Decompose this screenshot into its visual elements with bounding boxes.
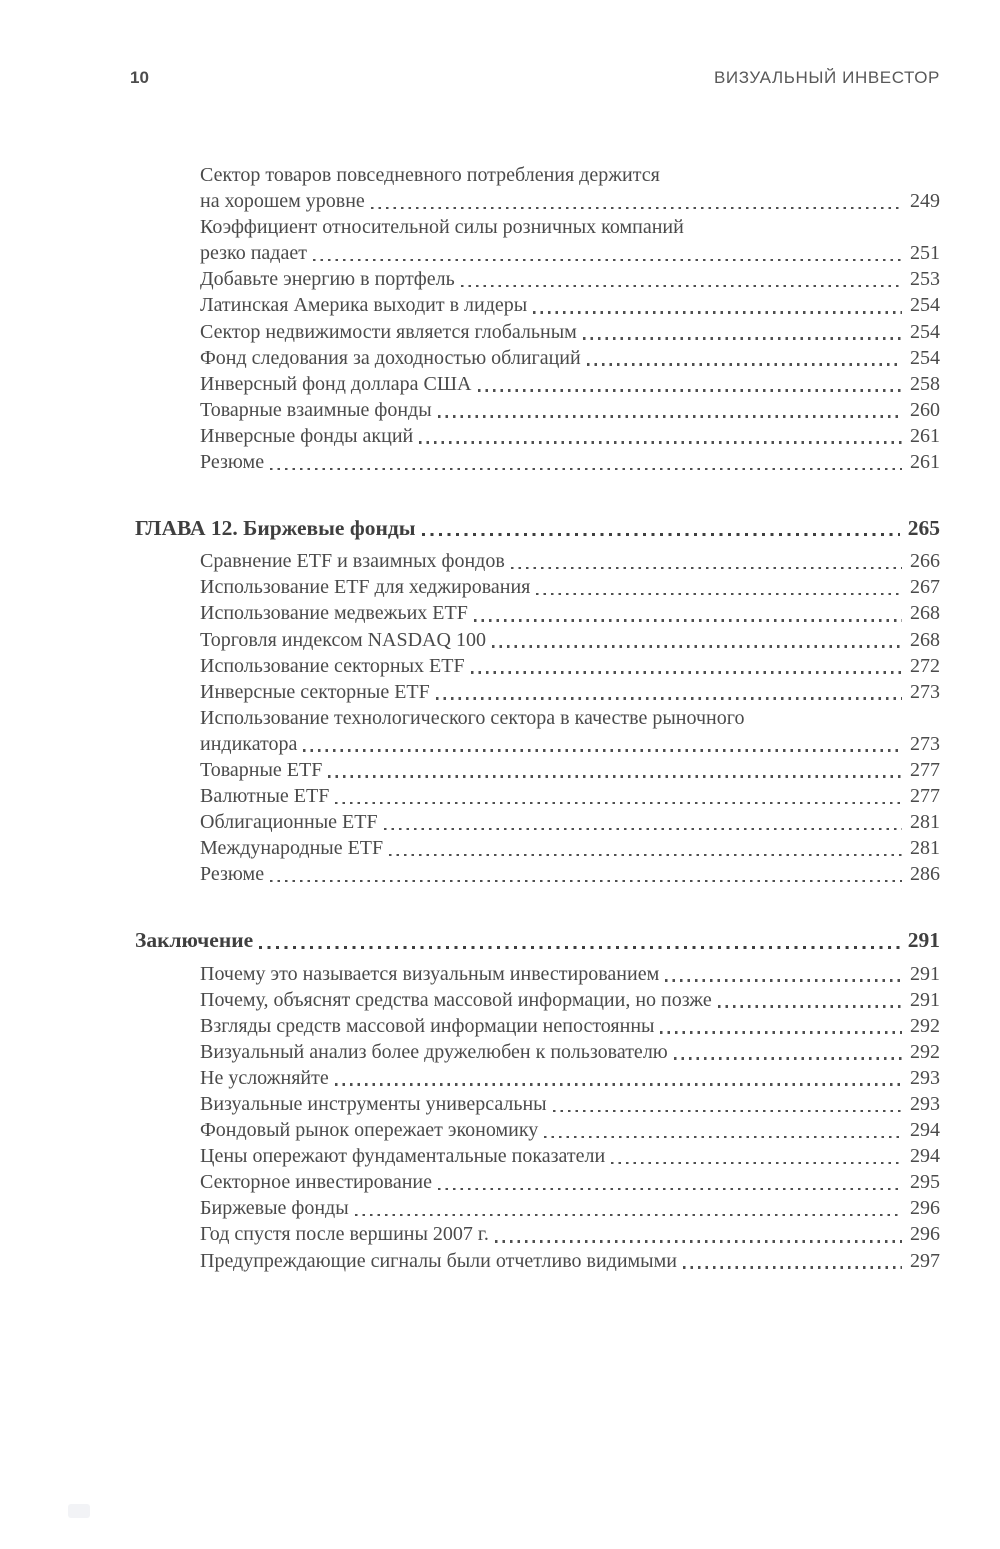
toc-page-number: 261 bbox=[910, 424, 940, 447]
toc-title: Латинская Америка выходит в лидеры bbox=[200, 294, 528, 317]
dot-leader bbox=[536, 593, 902, 596]
toc-title: Товарные взаимные фонды bbox=[200, 398, 432, 421]
toc-title: Визуальный анализ более дружелюбен к пользователю bbox=[200, 1040, 668, 1063]
toc-entry bbox=[135, 679, 940, 705]
toc-page-number: 277 bbox=[910, 785, 940, 808]
toc-entry bbox=[135, 397, 940, 423]
toc-entry bbox=[135, 371, 940, 397]
dot-leader bbox=[718, 1005, 902, 1008]
toc-page-number: 266 bbox=[910, 550, 940, 573]
toc-entry bbox=[135, 783, 940, 809]
dot-leader bbox=[328, 775, 902, 778]
toc-entry bbox=[135, 861, 940, 887]
toc-entry bbox=[135, 449, 940, 475]
toc-title: Фондовый рынок опережает экономику bbox=[200, 1119, 539, 1142]
toc-title: Использование ETF для хеджирования bbox=[200, 576, 531, 599]
toc-title: Инверсные секторные ETF bbox=[200, 680, 430, 703]
toc-title: резко падает bbox=[200, 242, 307, 265]
toc-page-number: 294 bbox=[910, 1119, 940, 1142]
toc-entry bbox=[135, 809, 940, 835]
toc-page-number: 267 bbox=[910, 576, 940, 599]
toc-entry bbox=[135, 705, 940, 731]
toc-title: Добавьте энергию в портфель bbox=[200, 268, 455, 291]
dot-leader bbox=[587, 363, 902, 366]
toc-entry bbox=[135, 240, 940, 266]
toc-title: Фонд следования за доходностью облигаций bbox=[200, 346, 581, 369]
dot-leader bbox=[389, 854, 902, 857]
toc-page-number: 251 bbox=[910, 242, 940, 265]
toc-chapter-heading bbox=[135, 927, 940, 953]
toc-entry bbox=[135, 731, 940, 757]
dot-leader bbox=[259, 946, 900, 949]
dot-leader bbox=[313, 259, 902, 262]
toc-title: Инверсные фонды акций bbox=[200, 424, 414, 447]
toc-page-number: 292 bbox=[910, 1014, 940, 1037]
toc-page-number: 291 bbox=[907, 928, 940, 953]
toc-page-number: 281 bbox=[910, 811, 940, 834]
dot-leader bbox=[436, 697, 902, 700]
toc-title: Почему это называется визуальным инвестированием bbox=[200, 962, 660, 985]
dot-leader bbox=[511, 567, 902, 570]
toc-entry bbox=[135, 1143, 940, 1169]
toc-chapter-heading bbox=[135, 515, 940, 541]
dot-leader bbox=[665, 979, 902, 982]
dot-leader bbox=[683, 1266, 902, 1269]
toc-title: Сектор недвижимости является глобальным bbox=[200, 320, 577, 343]
toc-page-number: 265 bbox=[907, 516, 940, 541]
toc-title: Облигационные ETF bbox=[200, 811, 378, 834]
toc-title: ГЛАВА 12. Биржевые фонды bbox=[135, 516, 416, 541]
toc-page-number: 296 bbox=[910, 1197, 940, 1220]
toc-entry bbox=[135, 266, 940, 292]
dot-leader bbox=[355, 1214, 902, 1217]
toc-entry bbox=[135, 188, 940, 214]
dot-leader bbox=[674, 1057, 902, 1060]
toc-page-number: 296 bbox=[910, 1223, 940, 1246]
dot-leader bbox=[384, 828, 902, 831]
toc-entry bbox=[135, 1013, 940, 1039]
dot-leader bbox=[335, 1083, 902, 1086]
toc-page-number: 268 bbox=[910, 602, 940, 625]
toc-title: Использование секторных ETF bbox=[200, 654, 465, 677]
toc-page-number: 292 bbox=[910, 1040, 940, 1063]
toc bbox=[135, 162, 940, 1274]
toc-page-number: 295 bbox=[910, 1171, 940, 1194]
dot-leader bbox=[419, 441, 902, 444]
toc-page-number: 273 bbox=[910, 680, 940, 703]
toc-page-number: 254 bbox=[910, 320, 940, 343]
dot-leader bbox=[303, 749, 902, 752]
toc-page-number: 258 bbox=[910, 372, 940, 395]
dot-leader bbox=[533, 311, 902, 314]
toc-entry bbox=[135, 961, 940, 987]
toc-page-number: 273 bbox=[910, 732, 940, 755]
toc-entry bbox=[135, 1039, 940, 1065]
toc-page-number: 281 bbox=[910, 837, 940, 860]
toc-page-number: 253 bbox=[910, 268, 940, 291]
toc-title: Валютные ETF bbox=[200, 785, 330, 808]
dot-leader bbox=[544, 1136, 902, 1139]
dot-leader bbox=[270, 880, 902, 883]
toc-page-number: 297 bbox=[910, 1249, 940, 1272]
toc-page-number: 249 bbox=[910, 190, 940, 213]
toc-entry bbox=[135, 423, 940, 449]
toc-title: Резюме bbox=[200, 863, 265, 886]
toc-title: Сравнение ETF и взаимных фондов bbox=[200, 550, 505, 573]
dot-leader bbox=[438, 415, 902, 418]
toc-page-number: 272 bbox=[910, 654, 940, 677]
toc-title: Год спустя после вершины 2007 г. bbox=[200, 1223, 489, 1246]
toc-page-number: 286 bbox=[910, 863, 940, 886]
toc-title: Заключение bbox=[135, 928, 254, 953]
toc-title: Взгляды средств массовой информации непостоянны bbox=[200, 1014, 655, 1037]
running-header bbox=[130, 68, 940, 88]
toc-page-number: 254 bbox=[910, 346, 940, 369]
toc-entry bbox=[135, 1221, 940, 1247]
dot-leader bbox=[660, 1031, 902, 1034]
toc-entry bbox=[135, 162, 940, 188]
toc-title: Резюме bbox=[200, 451, 265, 474]
toc-entry bbox=[135, 757, 940, 783]
toc-entry bbox=[135, 1195, 940, 1221]
toc-title: Визуальные инструменты универсальны bbox=[200, 1093, 547, 1115]
dot-leader bbox=[371, 207, 902, 210]
scan-smudge bbox=[68, 1504, 90, 1518]
toc-title: Биржевые фонды bbox=[200, 1197, 349, 1220]
dot-leader bbox=[492, 645, 902, 648]
toc-page-number: 294 bbox=[910, 1145, 940, 1168]
toc-title: Инверсный фонд доллара США bbox=[200, 372, 472, 395]
toc-title: Торговля индексом NASDAQ 100 bbox=[200, 628, 486, 651]
toc-title: Сектор товаров повседневного потребления держится bbox=[200, 164, 660, 186]
toc-page-number: 291 bbox=[910, 988, 940, 1011]
toc-entry bbox=[135, 987, 940, 1013]
dot-leader bbox=[422, 533, 900, 536]
toc-page-number: 277 bbox=[910, 758, 940, 781]
toc-entry bbox=[135, 1117, 940, 1143]
page-number: 10 bbox=[130, 68, 149, 87]
dot-leader bbox=[583, 337, 902, 340]
toc-title: индикатора bbox=[200, 732, 298, 755]
toc-title: на хорошем уровне bbox=[200, 190, 365, 213]
toc-entry bbox=[135, 835, 940, 861]
toc-page-number: 293 bbox=[910, 1093, 940, 1115]
toc-entry bbox=[135, 1248, 940, 1274]
dot-leader bbox=[270, 468, 902, 471]
toc-entry bbox=[135, 653, 940, 679]
toc-title: Не усложняйте bbox=[200, 1066, 329, 1089]
toc-page-number: 261 bbox=[910, 451, 940, 474]
toc-entry bbox=[135, 548, 940, 574]
toc-entry bbox=[135, 292, 940, 318]
toc-entry bbox=[135, 214, 940, 240]
toc-entry bbox=[135, 574, 940, 600]
dot-leader bbox=[553, 1110, 902, 1113]
toc-page-number: 268 bbox=[910, 628, 940, 651]
dot-leader bbox=[461, 285, 902, 288]
toc-title: Цены опережают фундаментальные показатели bbox=[200, 1145, 606, 1168]
dot-leader bbox=[611, 1162, 902, 1165]
toc-entry bbox=[135, 600, 940, 626]
toc-page-number: 291 bbox=[910, 962, 940, 985]
toc-title: Предупреждающие сигналы были отчетливо видимыми bbox=[200, 1249, 677, 1272]
toc-title: Секторное инвестирование bbox=[200, 1171, 432, 1194]
dot-leader bbox=[335, 802, 902, 805]
toc-entry bbox=[135, 345, 940, 371]
toc-page-number: 293 bbox=[910, 1066, 940, 1089]
toc-title: Товарные ETF bbox=[200, 758, 323, 781]
toc-title: Использование технологического сектора в качестве рыночного bbox=[200, 706, 745, 729]
toc-entry bbox=[135, 1091, 940, 1117]
toc-entry bbox=[135, 1169, 940, 1195]
toc-title: Международные ETF bbox=[200, 837, 384, 860]
running-title: ВИЗУАЛЬНЫЙ ИНВЕСТОР bbox=[713, 68, 940, 87]
dot-leader bbox=[478, 389, 903, 392]
toc-page-number: 260 bbox=[910, 398, 940, 421]
dot-leader bbox=[474, 619, 902, 622]
dot-leader bbox=[495, 1240, 902, 1243]
dot-leader bbox=[438, 1188, 902, 1191]
toc-page-number: 254 bbox=[910, 294, 940, 317]
toc-entry bbox=[135, 627, 940, 653]
toc-entry bbox=[135, 1065, 940, 1091]
toc-title: Коэффициент относительной силы розничных компаний bbox=[200, 216, 684, 239]
toc-entry bbox=[135, 319, 940, 345]
toc-title: Использование медвежьих ETF bbox=[200, 602, 468, 625]
dot-leader bbox=[471, 671, 902, 674]
toc-title: Почему, объяснят средства массовой информации, но позже bbox=[200, 988, 712, 1011]
